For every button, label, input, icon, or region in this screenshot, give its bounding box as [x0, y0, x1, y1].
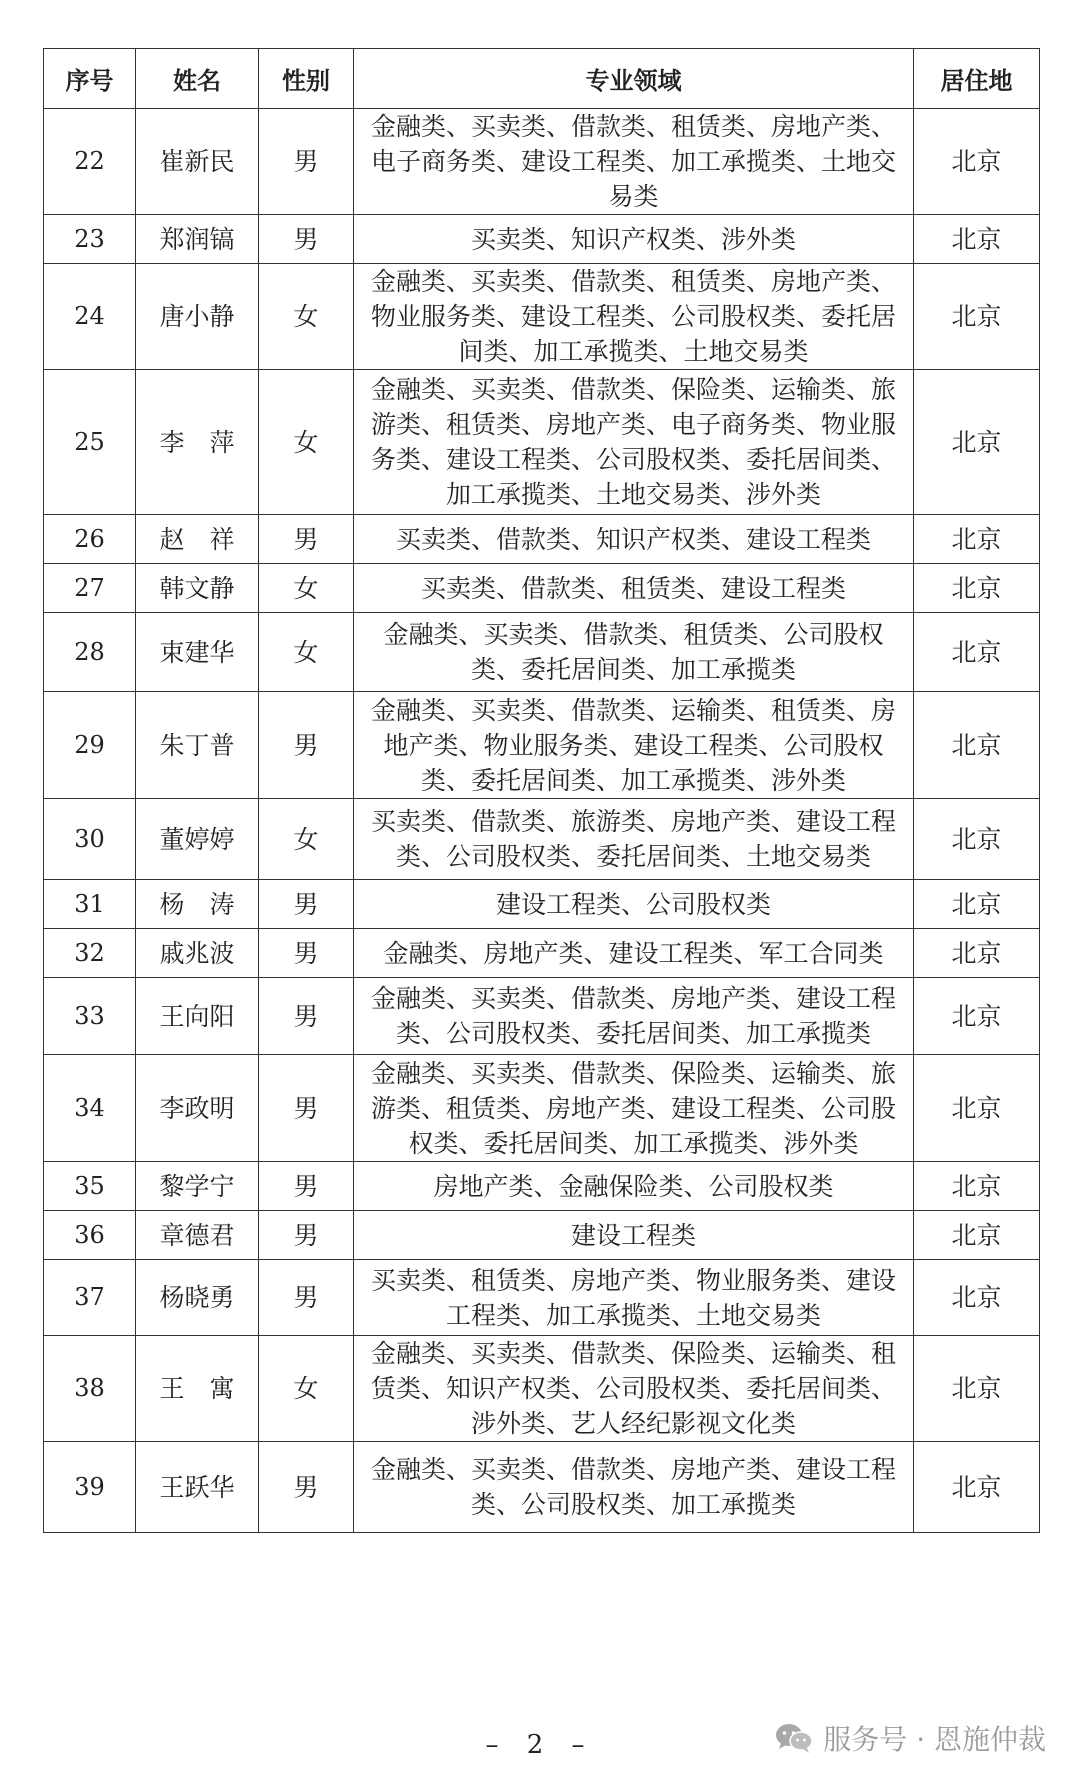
cell-residence: 北京: [914, 1336, 1040, 1442]
cell-no: 23: [44, 215, 136, 264]
cell-no: 39: [44, 1442, 136, 1533]
cell-no: 24: [44, 264, 136, 370]
table-row: [44, 880, 1040, 929]
cell-name: 杨 涛: [136, 880, 259, 929]
cell-domain: 房地产类、金融保险类、公司股权类: [354, 1162, 914, 1211]
cell-name: 赵 祥: [136, 515, 259, 564]
table-row: [44, 1260, 1040, 1336]
cell-no: 33: [44, 978, 136, 1055]
cell-residence: 北京: [914, 613, 1040, 692]
header-residence: 居住地: [914, 49, 1040, 109]
header-gender: 性别: [259, 49, 354, 109]
cell-domain: 金融类、房地产类、建设工程类、军工合同类: [354, 929, 914, 978]
table-header-row: [44, 49, 1040, 109]
cell-domain: 买卖类、借款类、旅游类、房地产类、建设工程类、公司股权类、委托居间类、土地交易类: [354, 799, 914, 880]
cell-name: 唐小静: [136, 264, 259, 370]
cell-gender: 男: [259, 1211, 354, 1260]
watermark-text: 服务号 · 恩施仲裁: [823, 1723, 1046, 1756]
cell-residence: 北京: [914, 978, 1040, 1055]
cell-residence: 北京: [914, 109, 1040, 215]
cell-no: 28: [44, 613, 136, 692]
table-row: [44, 1442, 1040, 1533]
cell-no: 25: [44, 370, 136, 515]
cell-name: 董婷婷: [136, 799, 259, 880]
cell-domain: 买卖类、租赁类、房地产类、物业服务类、建设工程类、加工承揽类、土地交易类: [354, 1260, 914, 1336]
cell-name: 王 寓: [136, 1336, 259, 1442]
table-row: [44, 515, 1040, 564]
cell-domain: 金融类、买卖类、借款类、保险类、运输类、租赁类、知识产权类、公司股权类、委托居间类、涉外类、艺人经纪影视文化类: [354, 1336, 914, 1442]
header-domain: 专业领域: [354, 49, 914, 109]
cell-domain: 买卖类、知识产权类、涉外类: [354, 215, 914, 264]
table-row: [44, 978, 1040, 1055]
cell-name: 郑润镐: [136, 215, 259, 264]
cell-gender: 女: [259, 370, 354, 515]
cell-name: 李政明: [136, 1055, 259, 1162]
cell-no: 27: [44, 564, 136, 613]
cell-domain: 金融类、买卖类、借款类、房地产类、建设工程类、公司股权类、加工承揽类: [354, 1442, 914, 1533]
cell-domain: 金融类、买卖类、借款类、租赁类、房地产类、物业服务类、建设工程类、公司股权类、委托居间类、加工承揽类、土地交易类: [354, 264, 914, 370]
table-body: [44, 109, 1040, 1533]
cell-gender: 女: [259, 564, 354, 613]
cell-no: 29: [44, 692, 136, 799]
cell-domain: 金融类、买卖类、借款类、保险类、运输类、旅游类、租赁类、房地产类、建设工程类、公司股权类、委托居间类、加工承揽类、涉外类: [354, 1055, 914, 1162]
page-number: – 2 –: [485, 1730, 595, 1760]
cell-name: 杨晓勇: [136, 1260, 259, 1336]
cell-domain: 金融类、买卖类、借款类、运输类、租赁类、房地产类、物业服务类、建设工程类、公司股权类、委托居间类、加工承揽类、涉外类: [354, 692, 914, 799]
cell-name: 朱丁普: [136, 692, 259, 799]
table-row: [44, 1211, 1040, 1260]
cell-gender: 男: [259, 978, 354, 1055]
cell-no: 31: [44, 880, 136, 929]
cell-no: 32: [44, 929, 136, 978]
table-row: [44, 929, 1040, 978]
cell-name: 章德君: [136, 1211, 259, 1260]
cell-residence: 北京: [914, 564, 1040, 613]
watermark: [775, 1718, 1046, 1758]
wechat-icon: [775, 1722, 813, 1754]
cell-no: 26: [44, 515, 136, 564]
table-row: [44, 215, 1040, 264]
cell-name: 束建华: [136, 613, 259, 692]
cell-name: 王向阳: [136, 978, 259, 1055]
table-row: [44, 1055, 1040, 1162]
cell-gender: 男: [259, 1055, 354, 1162]
arbitrator-table: [43, 48, 1040, 1533]
header-no: 序号: [44, 49, 136, 109]
cell-domain: 金融类、买卖类、借款类、保险类、运输类、旅游类、租赁类、房地产类、电子商务类、物业服务类、建设工程类、公司股权类、委托居间类、加工承揽类、土地交易类、涉外类: [354, 370, 914, 515]
cell-residence: 北京: [914, 1260, 1040, 1336]
cell-residence: 北京: [914, 1055, 1040, 1162]
cell-gender: 男: [259, 215, 354, 264]
cell-gender: 男: [259, 109, 354, 215]
cell-gender: 女: [259, 799, 354, 880]
cell-gender: 男: [259, 1162, 354, 1211]
cell-no: 36: [44, 1211, 136, 1260]
cell-gender: 男: [259, 515, 354, 564]
table-row: [44, 799, 1040, 880]
table-row: [44, 1336, 1040, 1442]
cell-no: 34: [44, 1055, 136, 1162]
cell-residence: 北京: [914, 692, 1040, 799]
table-row: [44, 109, 1040, 215]
table-row: [44, 564, 1040, 613]
cell-name: 戚兆波: [136, 929, 259, 978]
cell-gender: 男: [259, 1260, 354, 1336]
cell-residence: 北京: [914, 880, 1040, 929]
cell-domain: 建设工程类: [354, 1211, 914, 1260]
cell-domain: 建设工程类、公司股权类: [354, 880, 914, 929]
cell-residence: 北京: [914, 929, 1040, 978]
cell-residence: 北京: [914, 264, 1040, 370]
cell-residence: 北京: [914, 1211, 1040, 1260]
cell-domain: 金融类、买卖类、借款类、租赁类、公司股权类、委托居间类、加工承揽类: [354, 613, 914, 692]
cell-residence: 北京: [914, 370, 1040, 515]
cell-no: 22: [44, 109, 136, 215]
cell-name: 王跃华: [136, 1442, 259, 1533]
cell-name: 李 萍: [136, 370, 259, 515]
table-row: [44, 613, 1040, 692]
cell-gender: 男: [259, 880, 354, 929]
table-row: [44, 370, 1040, 515]
cell-residence: 北京: [914, 515, 1040, 564]
cell-no: 35: [44, 1162, 136, 1211]
table-row: [44, 1162, 1040, 1211]
cell-name: 黎学宁: [136, 1162, 259, 1211]
cell-name: 韩文静: [136, 564, 259, 613]
cell-residence: 北京: [914, 215, 1040, 264]
cell-domain: 买卖类、借款类、租赁类、建设工程类: [354, 564, 914, 613]
cell-gender: 男: [259, 1442, 354, 1533]
cell-gender: 女: [259, 264, 354, 370]
cell-no: 30: [44, 799, 136, 880]
cell-domain: 金融类、买卖类、借款类、房地产类、建设工程类、公司股权类、委托居间类、加工承揽类: [354, 978, 914, 1055]
cell-residence: 北京: [914, 1162, 1040, 1211]
cell-name: 崔新民: [136, 109, 259, 215]
cell-gender: 女: [259, 1336, 354, 1442]
cell-gender: 女: [259, 613, 354, 692]
header-name: 姓名: [136, 49, 259, 109]
table-row: [44, 692, 1040, 799]
table-row: [44, 264, 1040, 370]
cell-domain: 金融类、买卖类、借款类、租赁类、房地产类、电子商务类、建设工程类、加工承揽类、土地交易类: [354, 109, 914, 215]
cell-no: 37: [44, 1260, 136, 1336]
cell-gender: 男: [259, 692, 354, 799]
cell-no: 38: [44, 1336, 136, 1442]
cell-gender: 男: [259, 929, 354, 978]
cell-domain: 买卖类、借款类、知识产权类、建设工程类: [354, 515, 914, 564]
cell-residence: 北京: [914, 799, 1040, 880]
cell-residence: 北京: [914, 1442, 1040, 1533]
